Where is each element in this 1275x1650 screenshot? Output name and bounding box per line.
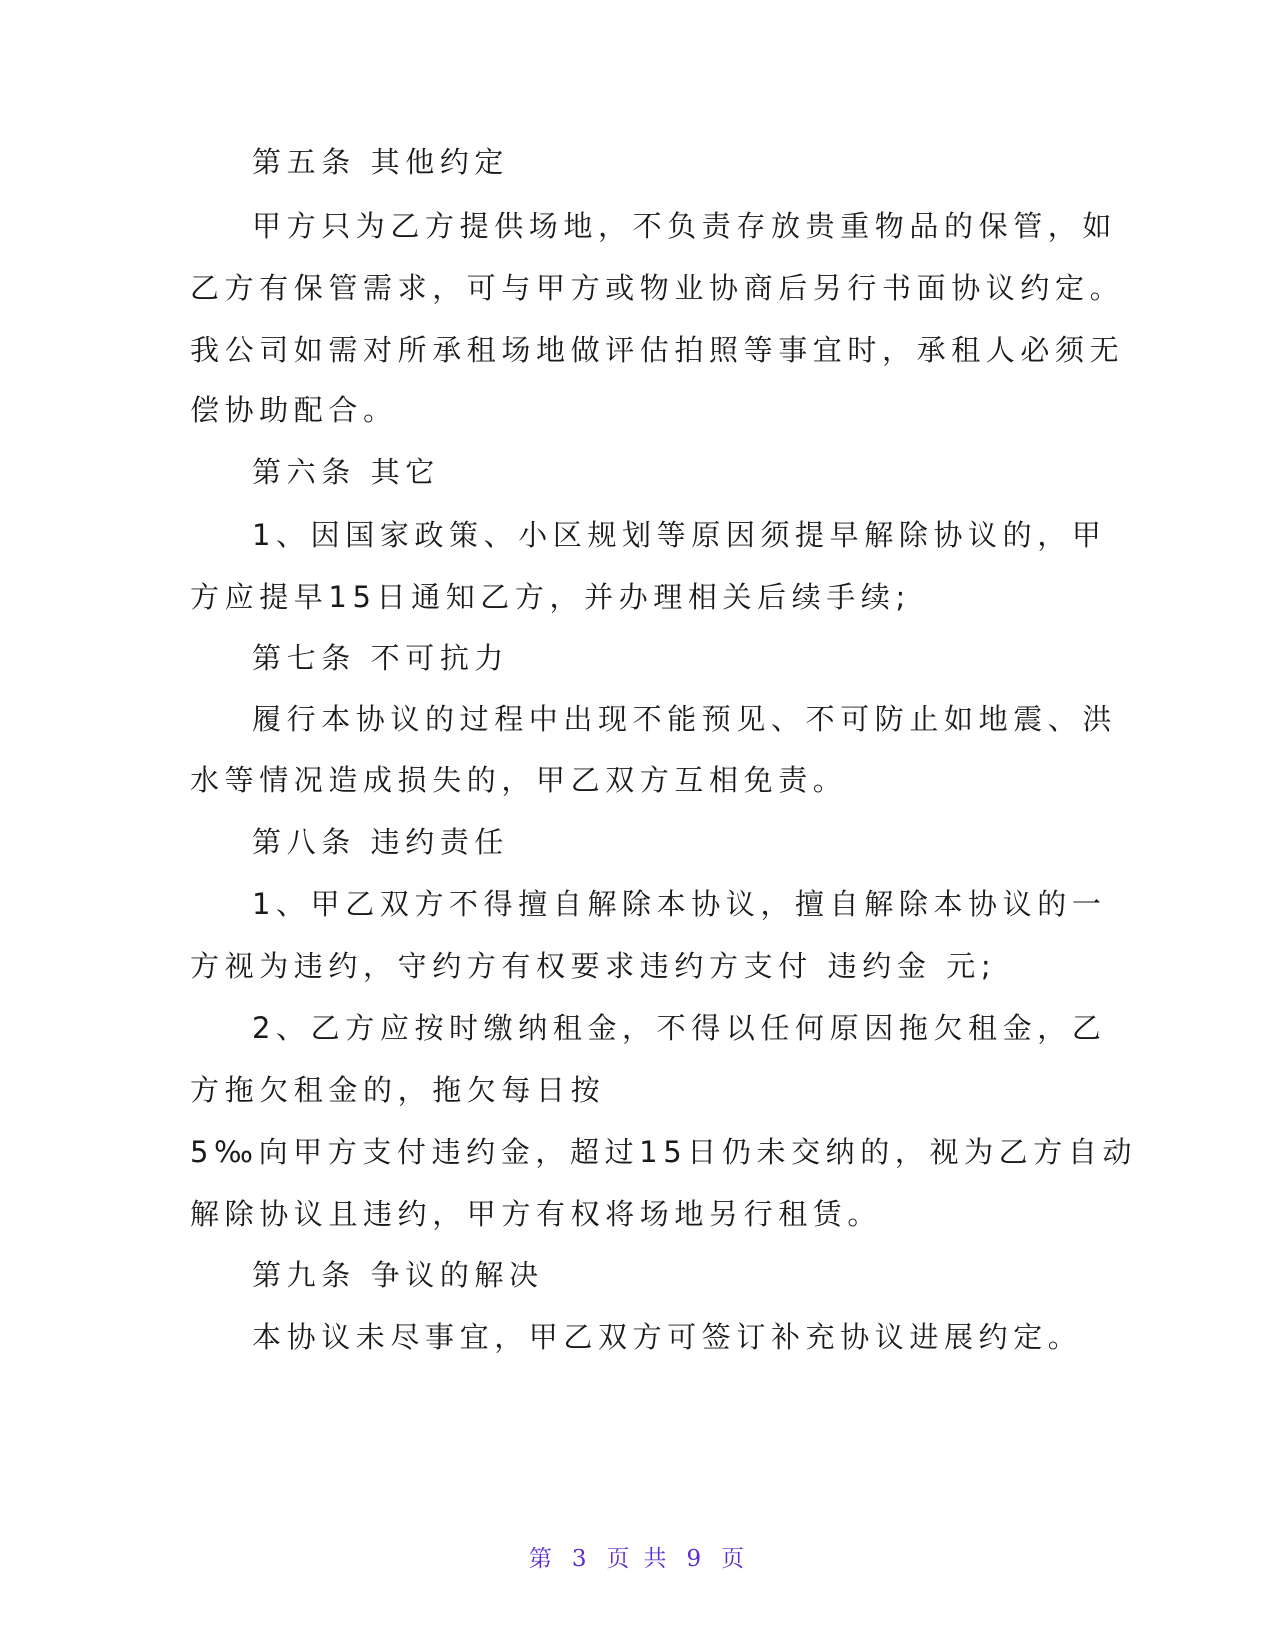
footer-prefix: 第 [528,1546,554,1572]
paragraph-line: 解除协议且违约，甲方有权将场地另行租赁。 [190,1197,883,1231]
paragraph-line: 1、因国家政策、小区规划等原因须提早解除协议的，甲 [252,518,1107,552]
paragraph-line: 乙方有保管需求，可与甲方或物业协商后另行书面协议约定。 [190,271,1125,305]
footer-suffix: 页 [721,1546,747,1572]
paragraph-line: 方应提早15日通知乙方，并办理相关后续手续; [190,580,911,614]
paragraph-line: 5‰向甲方支付违约金，超过15日仍未交纳的，视为乙方自动 [190,1135,1138,1169]
paragraph-line: 方拖欠租金的，拖欠每日按 [190,1073,606,1107]
paragraph-line: 本协议未尽事宜，甲乙双方可签订补充协议进展约定。 [252,1320,1083,1354]
paragraph-line: 1、甲乙双方不得擅自解除本协议，擅自解除本协议的一 [252,887,1107,921]
page-footer [0,1540,1275,1573]
paragraph-line: 方视为违约，守约方有权要求违约方支付 违约金 元; [190,949,997,983]
current-page-number: 3 [571,1546,589,1572]
article-7-heading: 第七条 不可抗力 [252,641,510,675]
paragraph-line: 偿协助配合。 [190,393,398,427]
footer-total-word: 共 [643,1546,669,1572]
paragraph-line: 我公司如需对所承租场地做评估拍照等事宜时，承租人必须无 [190,333,1125,367]
paragraph-line: 2、乙方应按时缴纳租金，不得以任何原因拖欠租金，乙 [252,1011,1107,1045]
paragraph-line: 履行本协议的过程中出现不能预见、不可防止如地震、洪 [252,702,1118,736]
total-page-number: 9 [686,1546,704,1572]
article-9-heading: 第九条 争议的解决 [252,1258,544,1292]
article-8-heading: 第八条 违约责任 [252,825,510,859]
paragraph-line: 水等情况造成损失的，甲乙双方互相免责。 [190,763,848,797]
footer-page-word: 页 [606,1546,632,1572]
paragraph-line: 甲方只为乙方提供场地，不负责存放贵重物品的保管，如 [252,209,1118,243]
article-6-heading: 第六条 其它 [252,455,440,489]
article-5-heading: 第五条 其他约定 [252,145,510,179]
